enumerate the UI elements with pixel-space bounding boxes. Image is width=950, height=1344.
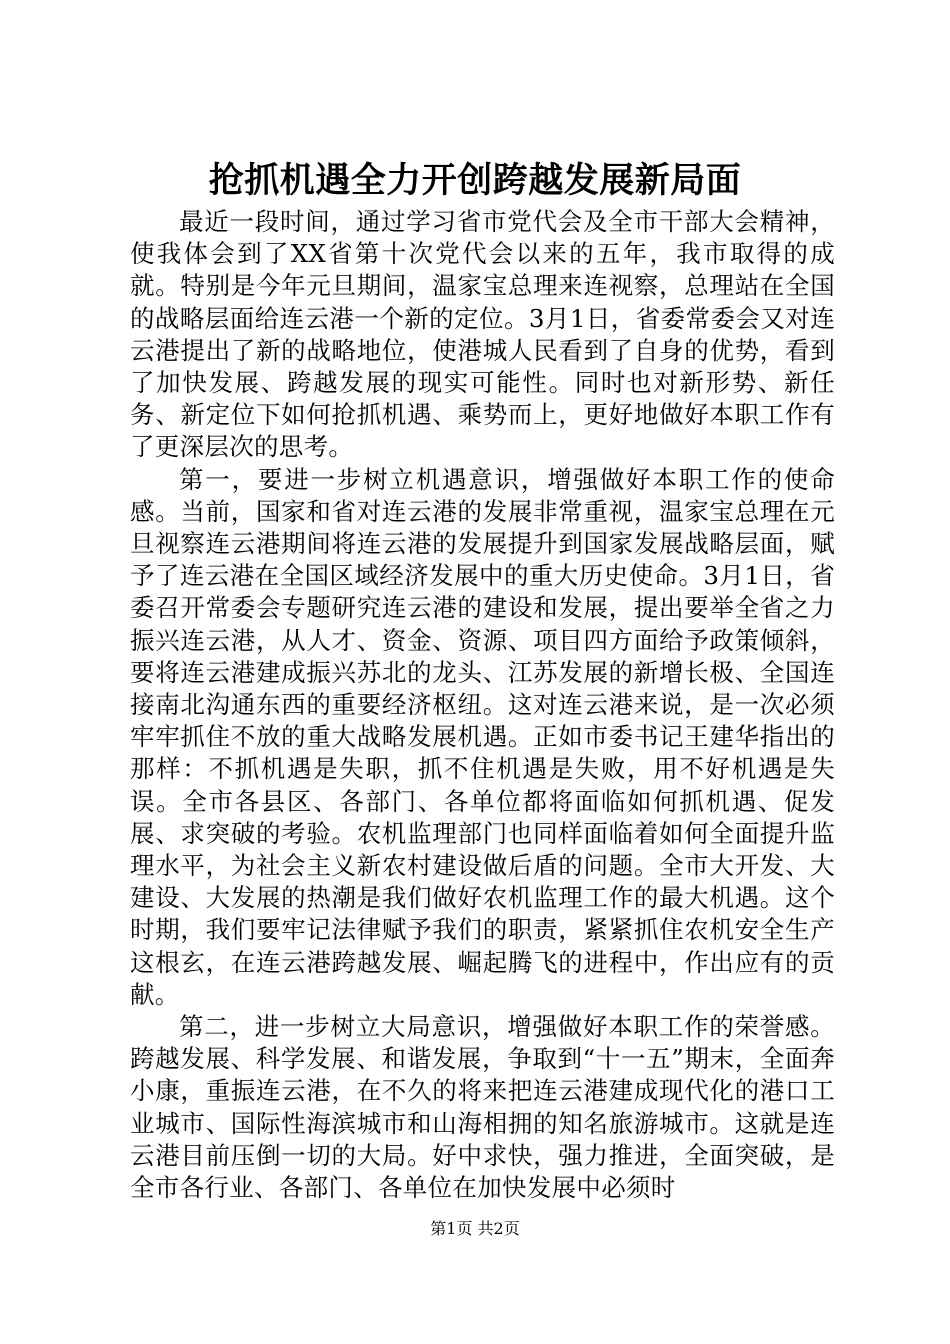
document-body — [130, 206, 835, 1204]
document-title: 抢抓机遇全力开创跨越发展新局面 — [208, 161, 742, 201]
paragraph-second-point: 第二，进一步树立大局意识，增强做好本职工作的荣誉感。跨越发展、科学发展、和谐发展，争取到“十一五”期末，全面奔小康，重振连云港，在不久的将来把连云港建成现代化的港口工业城市、国际性海滨城市和山海相拥的知名旅游城市。这就是连云港目前压倒一切的大局。好中求快，强力推进，全面突破，是全市各行业、各部门、各单位在加快发展中必须时 — [130, 1012, 835, 1203]
paragraph-first-point: 第一，要进一步树立机遇意识，增强做好本职工作的使命感。当前，国家和省对连云港的发展非常重视，温家宝总理在元旦视察连云港期间将连云港的发展提升到国家发展战略层面，赋予了连云港在全国区域经济发展中的重大历史使命。3月1日，省委召开常委会专题研究连云港的建设和发展，提出要举全省之力振兴连云港，从人才、资金、资源、项目四方面给予政策倾斜，要将连云港建成振兴苏北的龙头、江苏发展的新增长极、全国连接南北沟通东西的重要经济枢纽。这对连云港来说，是一次必须牢牢抓住不放的重大战略发展机遇。正如市委书记王建华指出的那样：不抓机遇是失职，抓不住机遇是失败，用不好机遇是失误。全市各县区、各部门、各单位都将面临如何抓机遇、促发展、求突破的考验。农机监理部门也同样面临着如何全面提升监理水平，为社会主义新农村建设做后盾的问题。全市大开发、大建设、大发展的热潮是我们做好农机监理工作的最大机遇。这个时期，我们要牢记法律赋予我们的职责，紧紧抓住农机安全生产这根玄，在连云港跨越发展、崛起腾飞的进程中，作出应有的贡献。 — [130, 464, 835, 1009]
paragraph-intro: 最近一段时间，通过学习省市党代会及全市干部大会精神，使我体会到了XX省第十次党代会以来的五年，我市取得的成就。特别是今年元旦期间，温家宝总理来连视察，总理站在全国的战略层面给连云港一个新的定位。3月1日，省委常委会又对连云港提出了新的战略地位，使港城人民看到了自身的优势，看到了加快发展、跨越发展的现实可能性。同时也对新形势、新任务、新定位下如何抢抓机遇、乘势而上，更好地做好本职工作有了更深层次的思考。 — [130, 207, 835, 462]
page-footer: 第1页 共2页 — [430, 1219, 520, 1238]
